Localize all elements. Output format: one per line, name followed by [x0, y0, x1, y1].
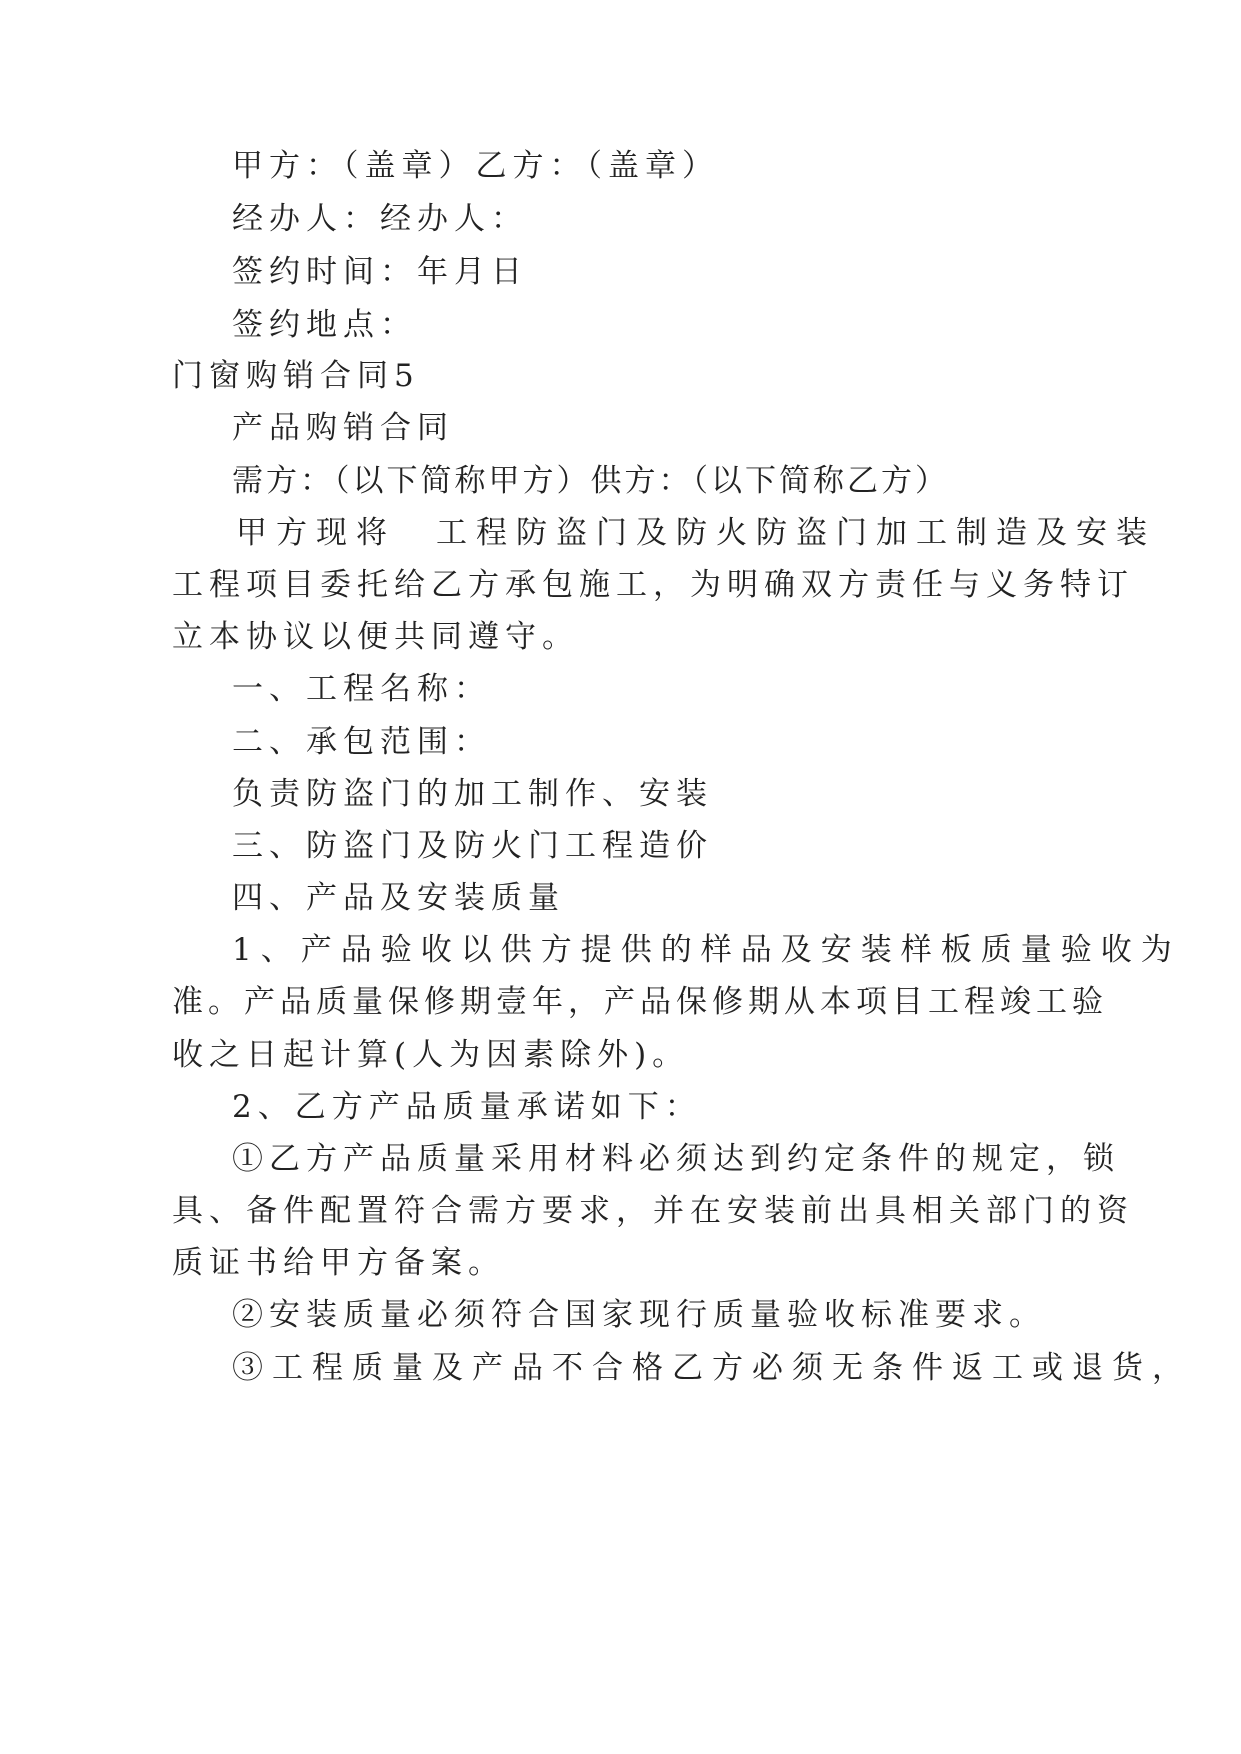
paragraph-line: 收之日起计算(人为因素除外)。 [172, 1037, 690, 1073]
paragraph-line: 立本协议以便共同遵守。 [172, 619, 579, 655]
parties-line: 需方：（以下简称甲方）供方：（以下简称乙方） [232, 463, 949, 499]
paragraph-line: 具、备件配置符合需方要求，并在安装前出具相关部门的资 [172, 1193, 1134, 1229]
paragraph-line: ②安装质量必须符合国家现行质量验收标准要求。 [232, 1297, 1046, 1333]
signature-line-date: 签约时间：年月日 [232, 254, 528, 290]
clause-heading: 四、产品及安装质量 [232, 880, 565, 916]
clause-heading: 一、工程名称： [232, 671, 491, 707]
signature-line-parties: 甲方：（盖章）乙方：（盖章） [232, 148, 719, 184]
paragraph-line: ①乙方产品质量采用材料必须达到约定条件的规定，锁 [232, 1141, 1120, 1177]
contract-title: 产品购销合同 [232, 410, 454, 446]
clause-heading: 三、防盗门及防火门工程造价 [232, 828, 713, 864]
clause-heading: 二、承包范围： [232, 724, 491, 760]
paragraph-line: 负责防盗门的加工制作、安装 [232, 776, 713, 812]
paragraph-line: 工程项目委托给乙方承包施工，为明确双方责任与义务特订 [172, 567, 1134, 603]
paragraph-line: 准。产品质量保修期壹年，产品保修期从本项目工程竣工验 [172, 984, 1108, 1020]
paragraph-line: 1、产品验收以供方提供的样品及安装样板质量验收为 [232, 932, 1181, 968]
paragraph-line: 2、乙方产品质量承诺如下： [232, 1089, 702, 1125]
paragraph-line: 甲方现将 工程防盗门及防火防盗门加工制造及安装 [236, 515, 1156, 551]
signature-line-agents: 经办人：经办人： [232, 201, 528, 237]
paragraph-line: 质证书给甲方备案。 [172, 1245, 505, 1281]
signature-line-place: 签约地点： [232, 307, 417, 343]
section-heading: 门窗购销合同5 [172, 358, 420, 394]
paragraph-line: ③工程质量及产品不合格乙方必须无条件返工或退货， [232, 1350, 1192, 1386]
